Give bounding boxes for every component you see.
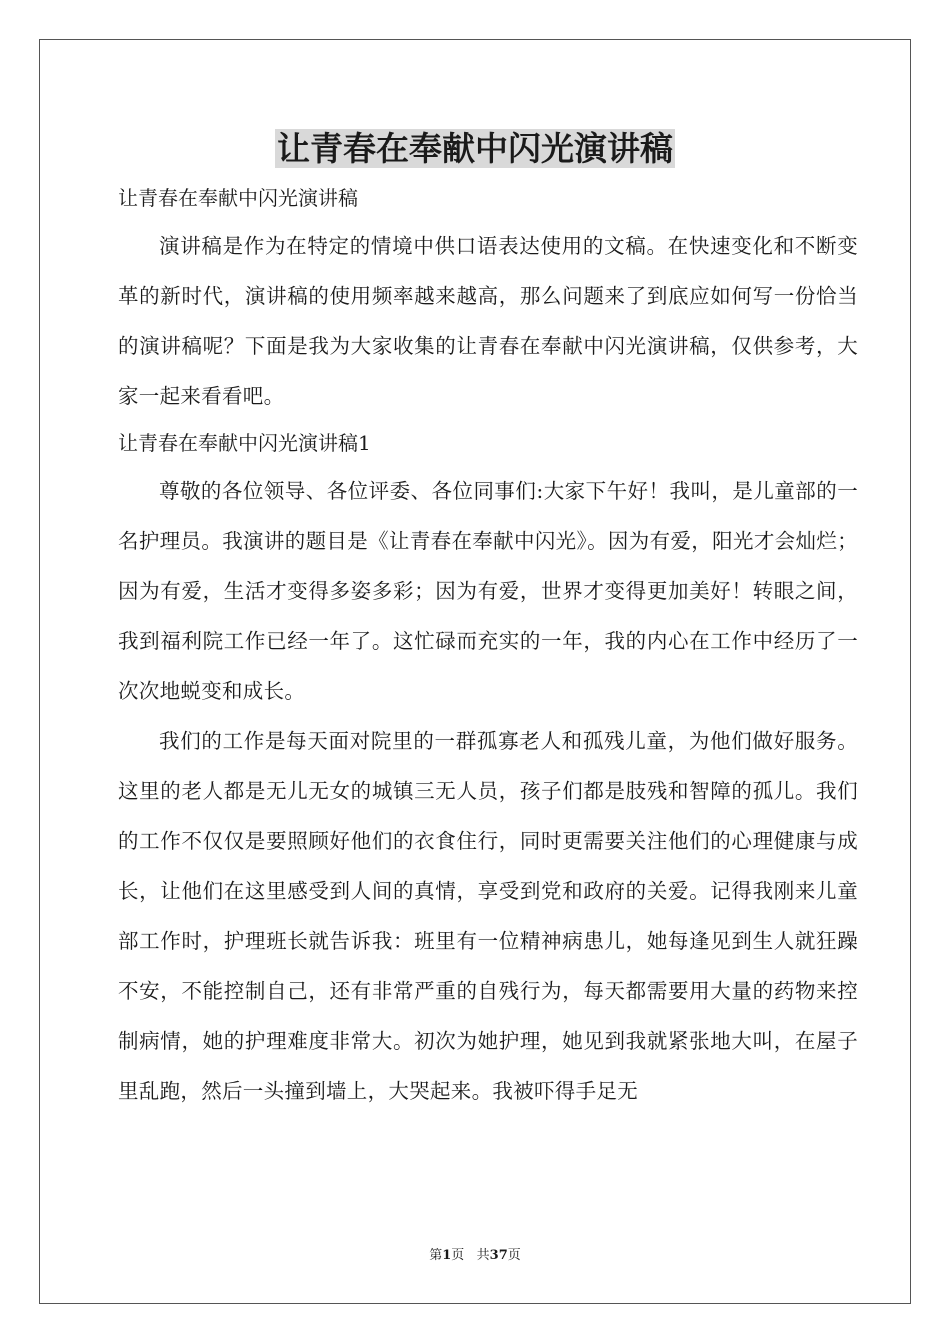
page-total: 37 [489,1248,508,1263]
page-mid: 页 共 [451,1248,490,1263]
document-title [0,126,950,172]
page-current: 1 [442,1248,452,1263]
body-paragraph-2: 我们的工作是每天面对院里的一群孤寡老人和孤残儿童，为他们做好服务。这里的老人都是无儿无女的城镇三无人员，孩子们都是肢残和智障的孤儿。我们的工作不仅仅是要照顾好他们的衣食住行，同时更需要关注他们的心理健康与成长，让他们在这里感受到人间的真情，享受到党和政府的关爱。记得我刚来儿童部工作时，护理班长就告诉我：班里有一位精神病患儿，她每逢见到生人就狂躁不安，不能控制自己，还有非常严重的自残行为，每天都需要用大量的药物来控制病情，她的护理难度非常大。初次为她护理，她见到我就紧张地大叫，在屋子里乱跑，然后一头撞到墙上，大哭起来。我被吓得手足无 [118,729,858,1103]
intro-paragraph: 演讲稿是作为在特定的情境中供口语表达使用的文稿。在快速变化和不断变革的新时代，演讲稿的使用频率越来越高，那么问题来了到底应如何写一份恰当的演讲稿呢？下面是我为大家收集的让青春在奉献中闪光演讲稿，仅供参考，大家一起来看看吧。 [118,234,858,408]
body-paragraph-1: 尊敬的各位领导、各位评委、各位同事们:大家下午好！我叫，是儿童部的一名护理员。我演讲的题目是《让青春在奉献中闪光》。因为有爱，阳光才会灿烂；因为有爱，生活才变得多姿多彩；因为有爱，世界才变得更加美好！转眼之间，我到福利院工作已经一年了。这忙碌而充实的一年，我的内心在工作中经历了一次次地蜕变和成长。 [118,479,858,703]
page-suffix: 页 [507,1248,521,1263]
document-subtitle: 让青春在奉献中闪光演讲稿 [118,186,358,210]
document-title-text: 让青春在奉献中闪光演讲稿 [277,129,673,168]
document-body [118,180,858,1116]
section-title: 让青春在奉献中闪光演讲稿1 [118,431,371,455]
page-prefix: 第 [429,1248,443,1263]
page-footer [0,1247,950,1265]
